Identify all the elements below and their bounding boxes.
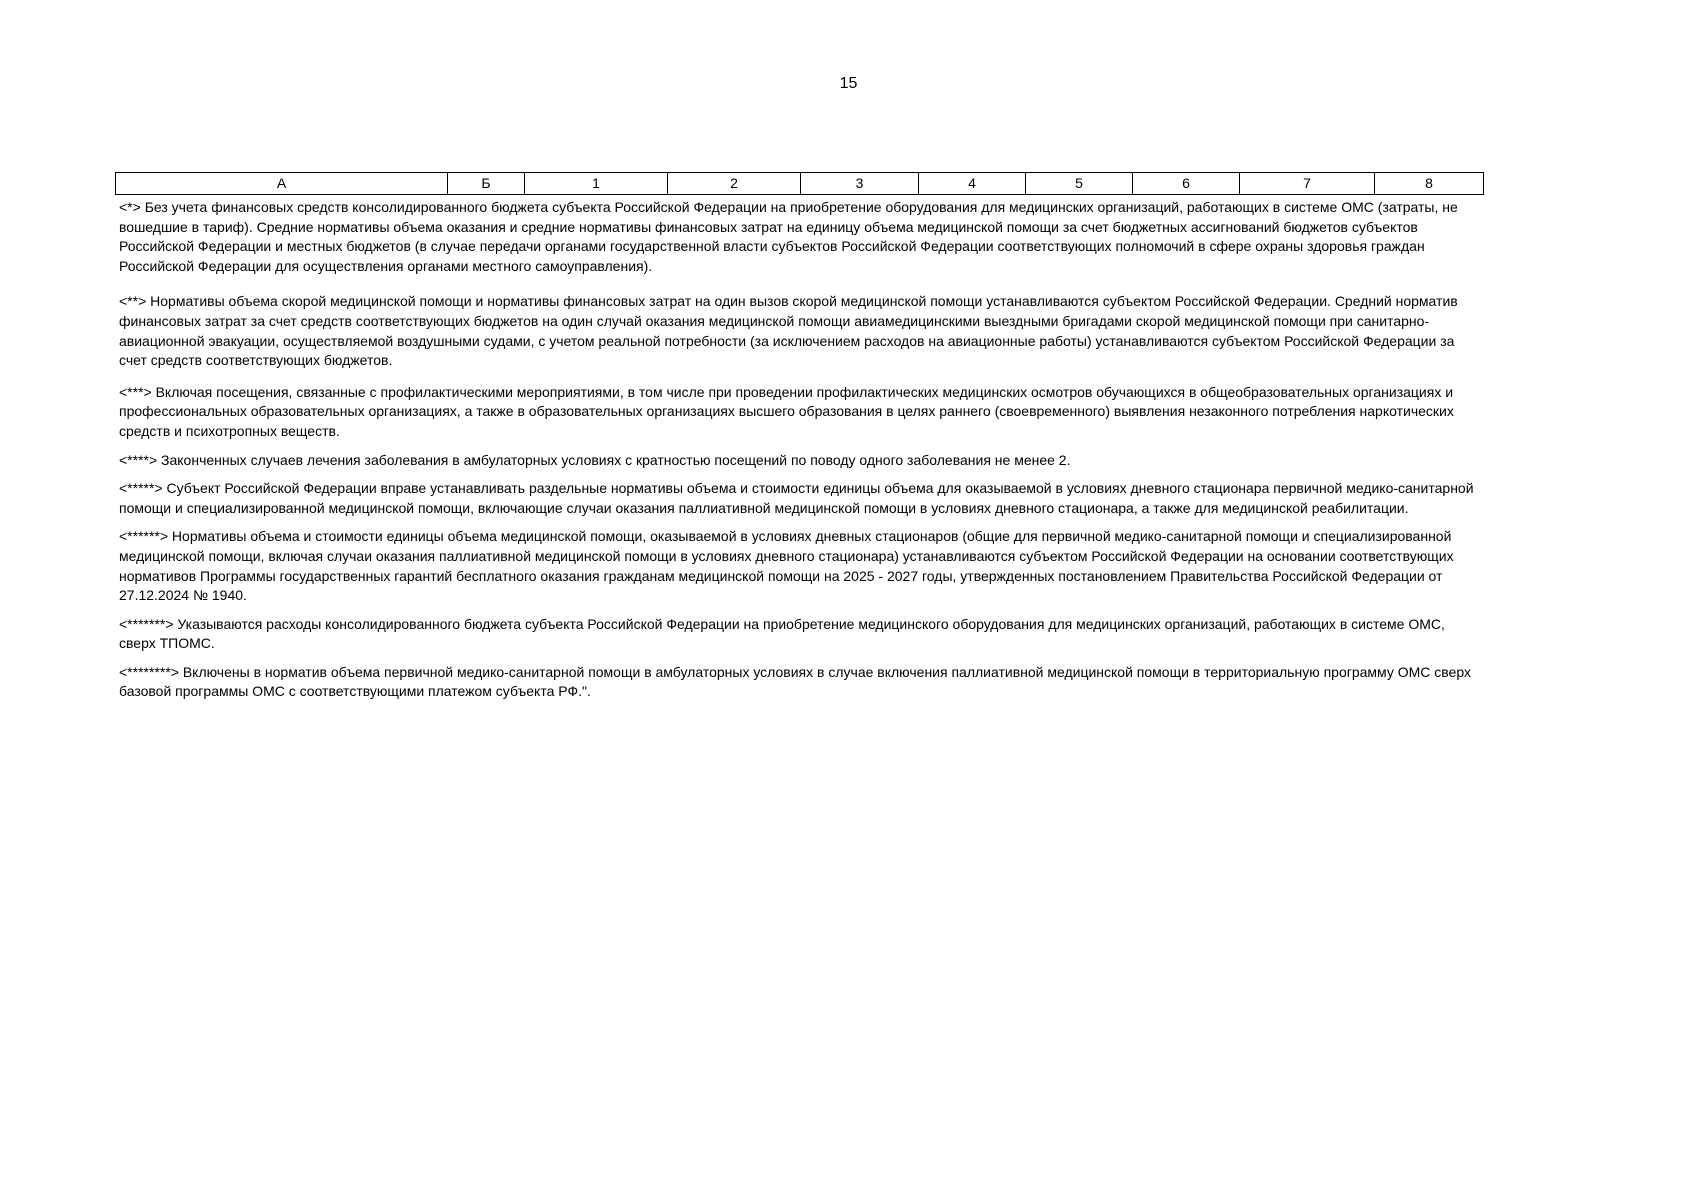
footnote-6: <******> Нормативы объема и стоимости единицы объема медицинской помощи, оказываемой в условиях дневных стационаров (общие для первичной медико-санитарной помощи и специализированной медицинской помощи, включая случаи оказания паллиативной медицинской помощи в условиях дневного стационара) устанавливаются субъектом Российской Федерации на основании соответствующих нормативов Программы государственных гарантий бесплатного оказания гражданам медицинской помощи на 2025 - 2027 годы, утвержденных постановлением Правительства Российской Федерации от 27.12.2024 № 1940. <box>119 528 1454 604</box>
footnote-8: <********> Включены в норматив объема первичной медико-санитарной помощи в амбулаторных условиях в случае включения паллиативной медицинской помощи в территориальную программу ОМС сверх базовой программы ОМС с соответствующими платежом субъекта РФ.". <box>119 663 1471 700</box>
table-header-cell: 2 <box>668 173 801 195</box>
page-number: 15 <box>839 75 858 92</box>
table-header-row <box>116 173 1484 195</box>
table-header-cell: 7 <box>1240 173 1375 195</box>
footnote-5: <*****> Субъект Российской Федерации вправе устанавливать раздельные нормативы объема и стоимости единицы объема для оказываемой в условиях дневного стационара первичной медико-санитарной помощи и специализированной медицинской помощи, включающие случаи оказания паллиативной медицинской помощи в условиях дневного стационара, а также для медицинской реабилитации. <box>119 480 1474 516</box>
footnotes <box>119 198 1481 702</box>
footnote-2: <**> Нормативы объема скорой медицинской помощи и нормативы финансовых затрат на один вызов скорой медицинской помощи устанавливаются субъектом Российской Федерации. Средний норматив финансовых затрат за счет средств соответствующих бюджетов на один случай оказания медицинской помощи авиамедицинскими выездными бригадами скорой медицинской помощи при санитарно-авиационной эвакуации, осуществляемой воздушными судами, с учетом реальной потребности (за исключением расходов на авиационные работы) устанавливаются субъектом Российской Федерации за счет средств соответствующих бюджетов. <box>119 293 1458 369</box>
table-header-cell: 5 <box>1026 173 1133 195</box>
table-header-cell: А <box>116 173 448 195</box>
footnote-4: <****> Законченных случаев лечения заболевания в амбулаторных условиях с кратностью посещений по поводу одного заболевания не менее 2. <box>119 451 1071 468</box>
table-header-cell: 3 <box>801 173 919 195</box>
footnote-1: <*> Без учета финансовых средств консолидированного бюджета субъекта Российской Федерации на приобретение оборудования для медицинских организаций, работающих в системе ОМС (затраты, не вошедшие в тариф). Средние нормативы объема оказания и средние нормативы финансовых затрат на единицу объема медицинской помощи за счет бюджетных ассигнований бюджетов субъектов Российской Федерации и местных бюджетов (в случае передачи органами государственной власти субъектов Российской Федерации соответствующих полномочий в сфере охраны здоровья граждан Российской Федерации для осуществления органами местного самоуправления). <box>119 199 1458 274</box>
table-header-cell: Б <box>448 173 525 195</box>
footnote-3: <***> Включая посещения, связанные с профилактическими мероприятиями, в том числе при проведении профилактических медицинских осмотров обучающихся в общеобразовательных организациях и профессиональных образовательных организациях, а также в образовательных организациях высшего образования в целях раннего (своевременного) выявления незаконного потребления наркотических средств и психотропных веществ. <box>119 383 1454 439</box>
table-header-cell: 8 <box>1375 173 1484 195</box>
column-header-table <box>115 172 1484 195</box>
table-header-cell: 4 <box>919 173 1026 195</box>
footnote-7: <*******> Указываются расходы консолидированного бюджета субъекта Российской Федерации на приобретение медицинского оборудования для медицинских организаций, работающих в системе ОМС, сверх ТПОМС. <box>119 615 1445 652</box>
table-header-cell: 1 <box>525 173 668 195</box>
table-header-cell: 6 <box>1133 173 1240 195</box>
